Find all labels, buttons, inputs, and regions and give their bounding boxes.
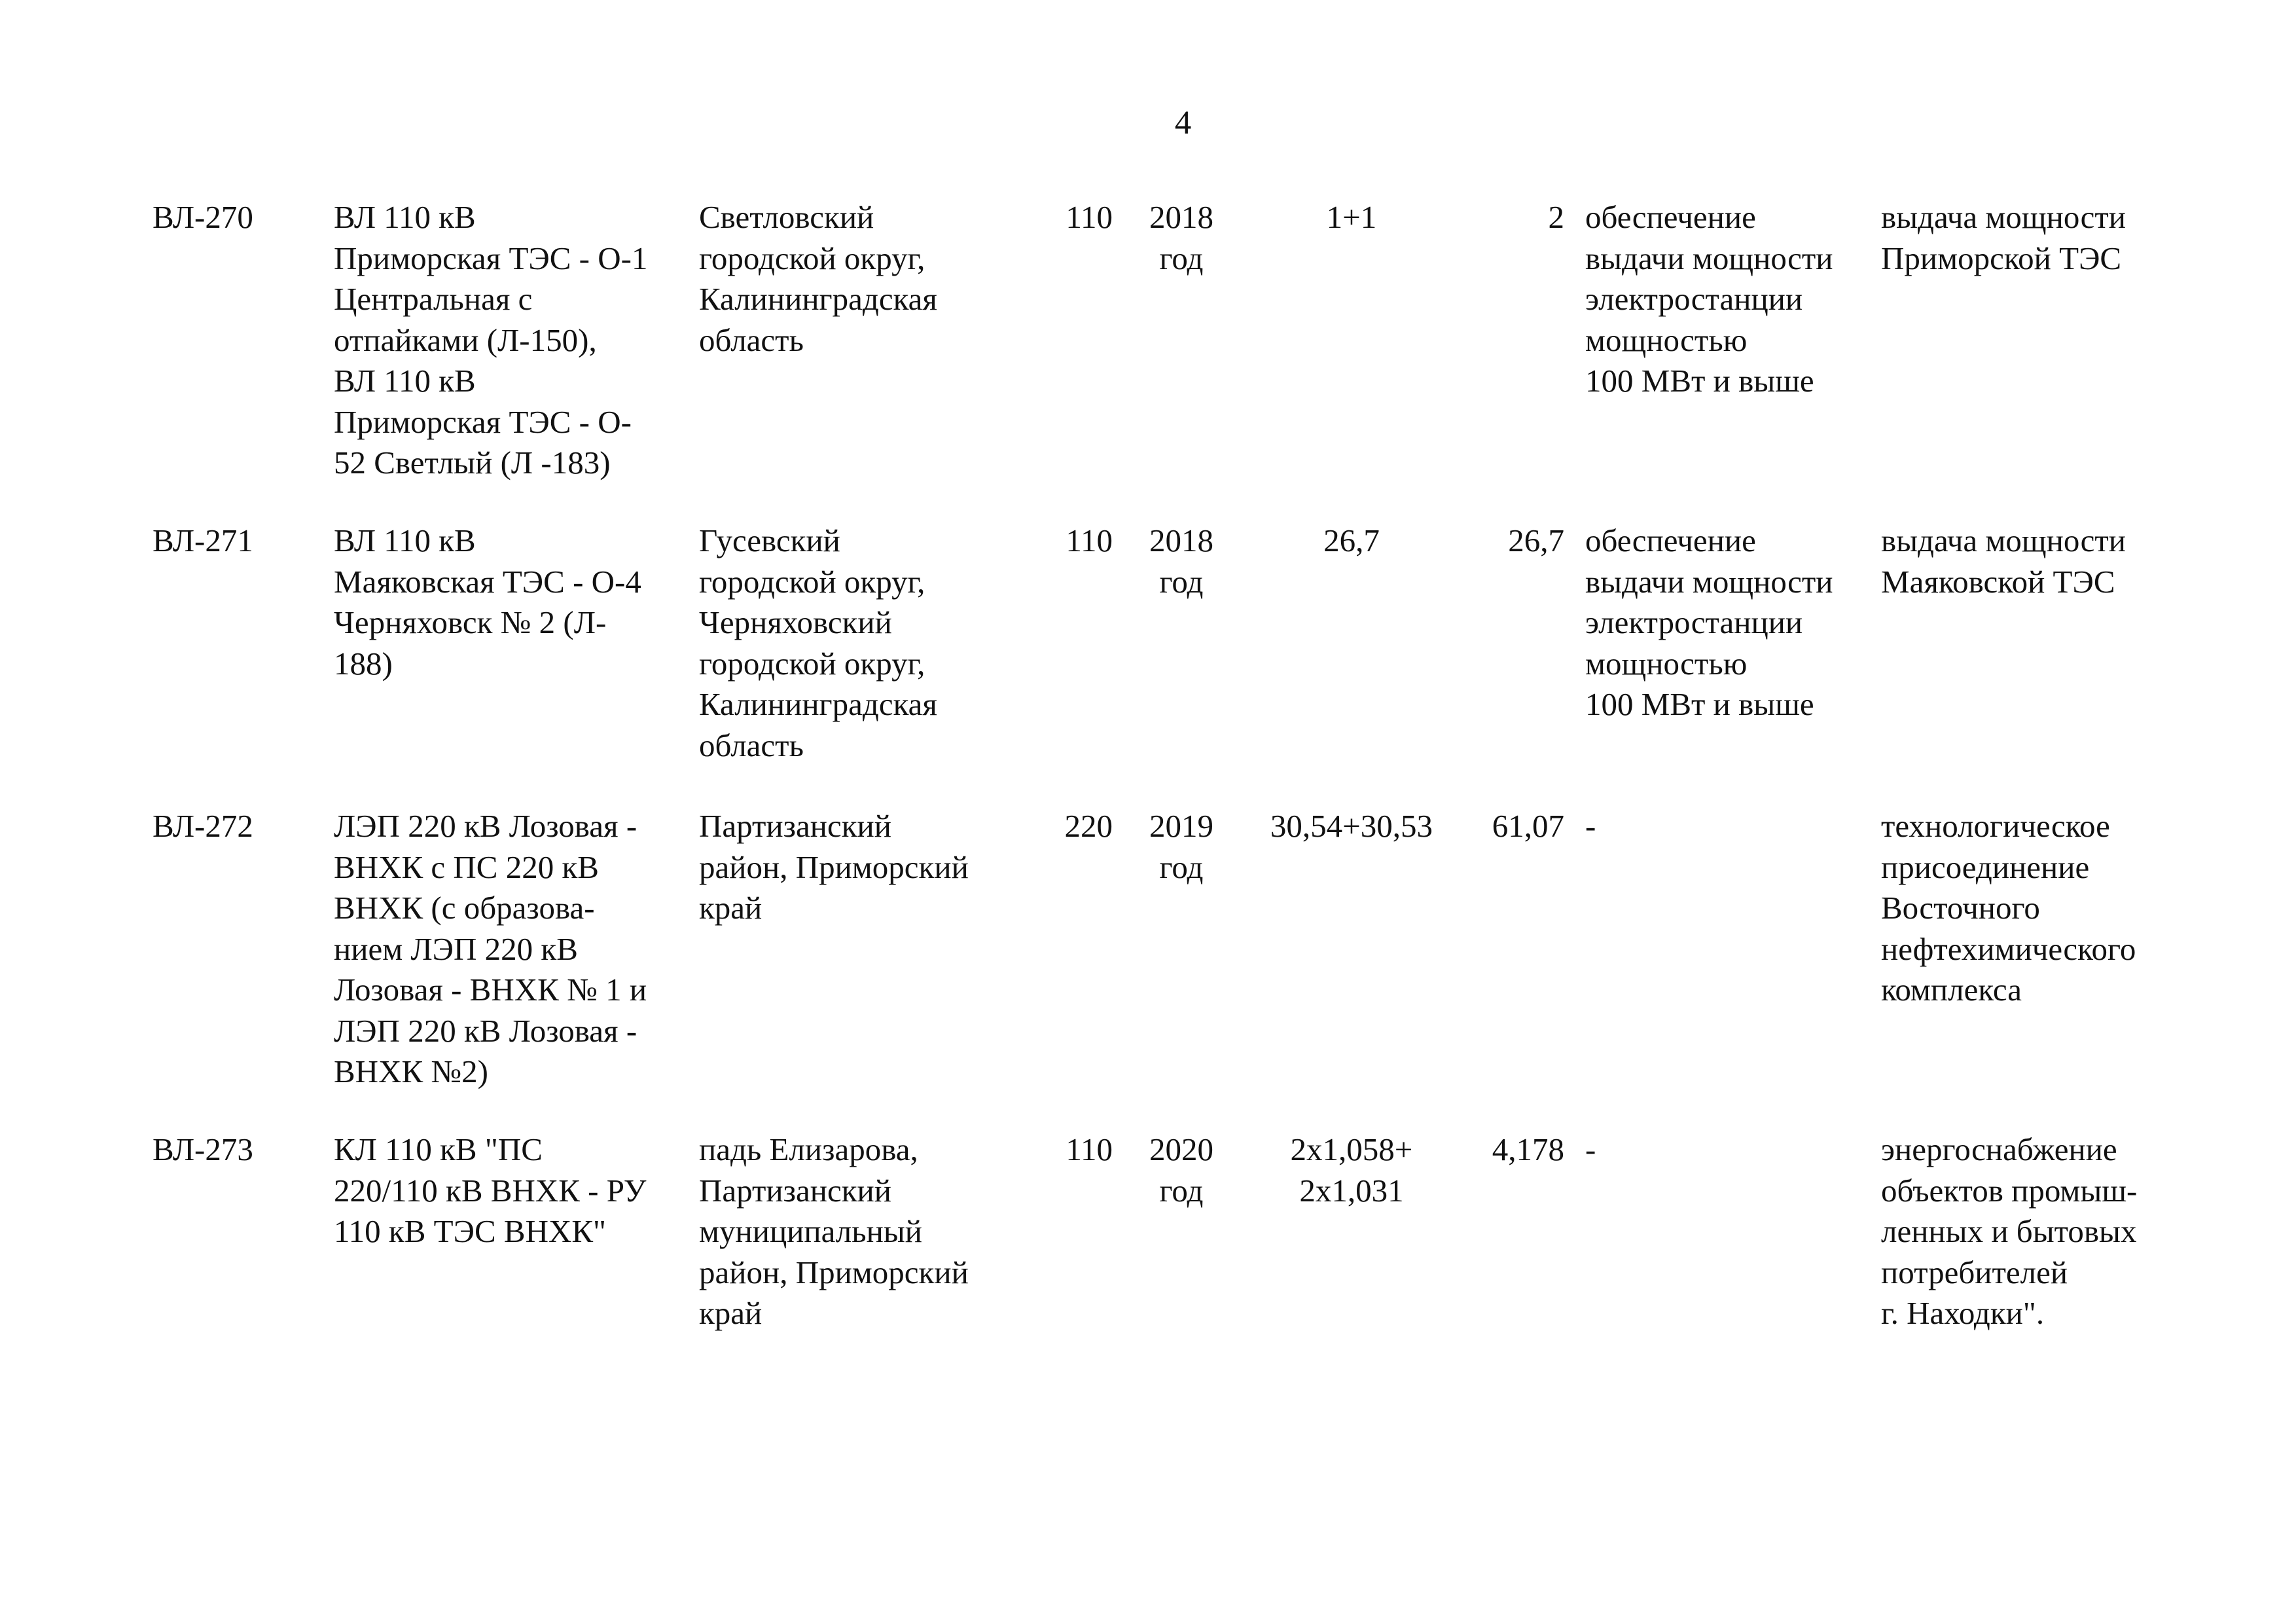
row-total: 2	[1548, 199, 1564, 235]
row-year: 2019 год	[1149, 808, 1213, 885]
row-total: 61,07	[1492, 808, 1564, 844]
row-year: 2018 год	[1149, 199, 1213, 276]
row-purpose: технологическое присоединение Восточного нефтехимического комплекса	[1881, 808, 2136, 1008]
row-line-name: ВЛ 110 кВ Маяковская ТЭС - О-4 Черняховск № 2 (Л- 188)	[334, 522, 641, 682]
row-total: 4,178	[1492, 1131, 1564, 1167]
row-voltage: 110	[1066, 522, 1113, 558]
row-length: 26,7	[1323, 522, 1380, 558]
row-basis: обеспечение выдачи мощности электростанции мощностью 100 МВт и выше	[1585, 522, 1833, 722]
row-voltage: 220	[1064, 808, 1113, 844]
row-length: 30,54+30,53	[1270, 808, 1433, 844]
row-voltage: 110	[1066, 1131, 1113, 1167]
row-voltage: 110	[1066, 199, 1113, 235]
row-purpose: энергоснабжение объектов промыш- ленных и бытовых потребителей г. Находки".	[1881, 1131, 2138, 1331]
row-location: падь Елизарова, Партизанский муниципальный район, Приморский край	[699, 1131, 969, 1331]
page-number: 4	[1174, 105, 1192, 141]
row-basis: -	[1585, 808, 1596, 844]
row-basis: -	[1585, 1131, 1596, 1167]
row-purpose: выдача мощности Маяковской ТЭС	[1881, 522, 2126, 600]
row-location: Партизанский район, Приморский край	[699, 808, 969, 926]
row-code: ВЛ-273	[152, 1131, 253, 1167]
row-length: 1+1	[1326, 199, 1377, 235]
row-year: 2020 год	[1149, 1131, 1213, 1209]
row-length: 2х1,058+ 2х1,031	[1290, 1131, 1413, 1209]
row-code: ВЛ-271	[152, 522, 253, 558]
row-location: Светловский городской округ, Калининградская область	[699, 199, 937, 358]
row-line-name: ЛЭП 220 кВ Лозовая - ВНХК с ПС 220 кВ ВНХК (с образова- нием ЛЭП 220 кВ Лозовая - ВНХК № 1 и ЛЭП 220 кВ Лозовая - ВНХК №2)	[334, 808, 647, 1089]
row-line-name: КЛ 110 кВ "ПС 220/110 кВ ВНХК - РУ 110 кВ ТЭС ВНХК"	[334, 1131, 647, 1249]
row-total: 26,7	[1508, 522, 1564, 558]
row-line-name: ВЛ 110 кВ Приморская ТЭС - О-1 Центральная с отпайками (Л-150), ВЛ 110 кВ Приморская ТЭС - О- 52 Светлый (Л -183)	[334, 199, 648, 481]
row-purpose: выдача мощности Приморской ТЭС	[1881, 199, 2126, 276]
row-code: ВЛ-272	[152, 808, 253, 844]
row-basis: обеспечение выдачи мощности электростанции мощностью 100 МВт и выше	[1585, 199, 1833, 399]
row-year: 2018 год	[1149, 522, 1213, 600]
row-location: Гусевский городской округ, Черняховский городской округ, Калининградская область	[699, 522, 937, 763]
row-code: ВЛ-270	[152, 199, 253, 235]
